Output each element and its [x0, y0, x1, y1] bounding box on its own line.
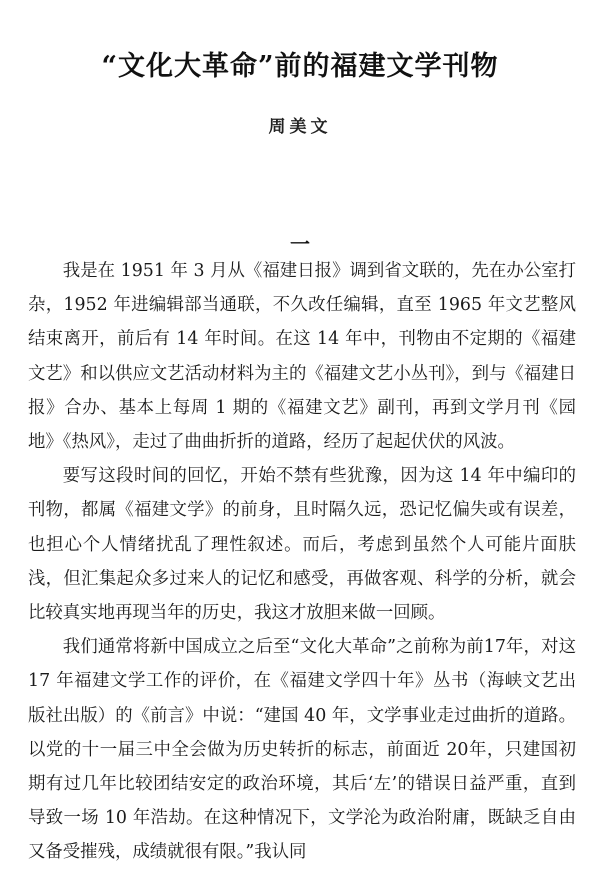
paragraph-1: 我是在 1951 年 3 月从《福建日报》调到省文联的，先在办公室打杂，1952 年进编辑部当通联，不久改任编辑，直至 1965 年文艺整风结束离开，前后有 14 年时间。在这 14 年中，刊物由不定期的《福建文艺》和以供应文艺活动材料为主的《福建文艺小丛刊》，到与《福建日报》合办、基本上每周 1 期的《福建文艺》副刊，再到文学月刊《园地》《热风》，走过了曲曲折折的道路，经历了起起伏伏的风波。 — [28, 261, 576, 453]
paragraph-3: 我们通常将新中国成立之后至“文化大革命”之前称为前17年，对这 17 年福建文学工作的评价，在《福建文学四十年》丛书（海峡文艺出版社出版）的《前言》中说：“建国 40 年，文学事业走过曲折的道路。以党的十一届三中全会做为历史转折的标志，前面近 20年，只建国初期有过几年比较团结安定的政治环境，其后‘左’的错误日益严重，直到导致一场 10 年浩劫。在这种情况下，文学沦为政治附庸，既缺乏自由又备受摧残，成绩就很有限。”我认同 — [28, 637, 576, 863]
article-title: “文化大革命”前的福建文学刊物 — [101, 51, 499, 82]
paragraph-2: 要写这段时间的回忆，开始不禁有些犹豫，因为这 14 年中编印的刊物，都属《福建文学》的前身，且时隔久远，恐记忆偏失或有误差，也担心个人情绪扰乱了理性叙述。而后，考虑到虽然个人可能片面肤浅，但汇集起众多过来人的记忆和感受，再做客观、科学的分析，就会比较真实地再现当年的历史，我这才放胆来做一回顾。 — [28, 466, 576, 624]
section-number: 一 — [290, 232, 310, 256]
article-author: 周美文 — [268, 117, 332, 137]
article-body — [28, 254, 576, 870]
